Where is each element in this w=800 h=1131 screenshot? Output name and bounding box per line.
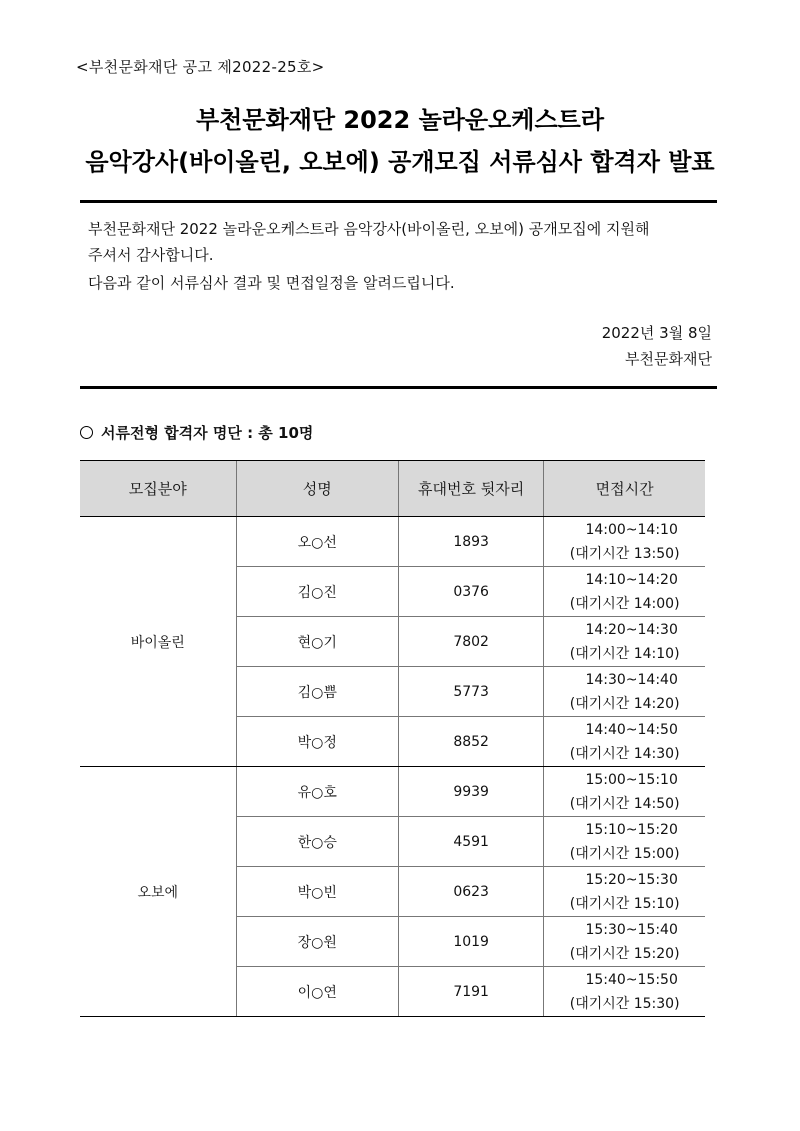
recruit-field-cell: 오보에: [80, 767, 236, 1017]
phone-digits-cell: 4591: [398, 817, 543, 867]
header-interview-time: 면접시간: [544, 461, 705, 517]
organization-name: 부천문화재단: [625, 350, 712, 368]
signature-block: [602, 320, 712, 372]
page-subtitle: 음악강사(바이올린, 오보에) 공개모집 서류심사 합격자 발표: [85, 148, 715, 176]
interview-time-cell: [544, 767, 705, 817]
waiting-time: (대기시간 15:30): [569, 995, 680, 1012]
top-divider: [80, 200, 717, 203]
header-field: 모집분야: [80, 461, 236, 517]
waiting-time: (대기시간 14:10): [569, 645, 680, 662]
page-title: 부천문화재단 2022 놀라운오케스트라: [195, 106, 605, 134]
table-body: [80, 517, 705, 1017]
interview-time-cell: [544, 517, 705, 567]
phone-digits-cell: 7802: [398, 617, 543, 667]
section-heading: [80, 422, 313, 443]
phone-digits-cell: 7191: [398, 967, 543, 1017]
intro-paragraph: [88, 216, 720, 268]
phone-digits-cell: 0376: [398, 567, 543, 617]
interview-time-cell: [544, 567, 705, 617]
applicant-name-cell: 김○쁨: [236, 667, 398, 717]
header-name: 성명: [236, 461, 398, 517]
waiting-time: (대기시간 15:10): [569, 895, 680, 912]
phone-digits-cell: 1019: [398, 917, 543, 967]
applicant-name-cell: 이○연: [236, 967, 398, 1017]
table-row: [80, 767, 705, 817]
interview-slot: 14:20~14:30: [585, 621, 678, 638]
applicant-name-cell: 김○진: [236, 567, 398, 617]
section-title: 서류전형 합격자 명단 : 총 10명: [101, 424, 314, 442]
interview-time-cell: [544, 917, 705, 967]
phone-digits-cell: 0623: [398, 867, 543, 917]
phone-digits-cell: 1893: [398, 517, 543, 567]
interview-time-cell: [544, 667, 705, 717]
waiting-time: (대기시간 14:00): [569, 595, 680, 612]
waiting-time: (대기시간 14:30): [569, 745, 680, 762]
intro-line-2: 주셔서 감사합니다.: [88, 246, 214, 264]
applicant-name-cell: 한○승: [236, 817, 398, 867]
intro-line-1: 부천문화재단 2022 놀라운오케스트라 음악강사(바이올린, 오보에) 공개모집에 지원해: [88, 220, 650, 238]
applicants-table: [80, 460, 705, 1017]
applicant-name-cell: 박○정: [236, 717, 398, 767]
interview-slot: 15:10~15:20: [585, 821, 678, 838]
interview-time-cell: [544, 867, 705, 917]
notice-number: <부천문화재단 공고 제2022-25호>: [76, 58, 325, 76]
interview-slot: 15:40~15:50: [585, 971, 678, 988]
interview-slot: 14:40~14:50: [585, 721, 678, 738]
waiting-time: (대기시간 15:20): [569, 945, 680, 962]
interview-slot: 14:10~14:20: [585, 571, 678, 588]
phone-digits-cell: 9939: [398, 767, 543, 817]
table-header-row: [80, 461, 705, 517]
interview-time-cell: [544, 617, 705, 667]
interview-time-cell: [544, 817, 705, 867]
header-phone: 휴대번호 뒷자리: [398, 461, 543, 517]
announcement-date: 2022년 3월 8일: [601, 324, 712, 342]
interview-slot: 15:00~15:10: [585, 771, 678, 788]
applicant-name-cell: 장○원: [236, 917, 398, 967]
interview-slot: 14:30~14:40: [585, 671, 678, 688]
applicant-name-cell: 박○빈: [236, 867, 398, 917]
waiting-time: (대기시간 14:50): [569, 795, 680, 812]
phone-digits-cell: 8852: [398, 717, 543, 767]
interview-slot: 14:00~14:10: [585, 521, 678, 538]
instruction-paragraph: 다음과 같이 서류심사 결과 및 면접일정을 알려드립니다.: [88, 274, 455, 292]
waiting-time: (대기시간 14:20): [569, 695, 680, 712]
interview-time-cell: [544, 967, 705, 1017]
applicant-name-cell: 현○기: [236, 617, 398, 667]
interview-time-cell: [544, 717, 705, 767]
waiting-time: (대기시간 15:00): [569, 845, 680, 862]
table-row: [80, 517, 705, 567]
applicant-name-cell: 유○호: [236, 767, 398, 817]
interview-slot: 15:20~15:30: [585, 871, 678, 888]
waiting-time: (대기시간 13:50): [569, 545, 680, 562]
circle-bullet-icon: [80, 426, 93, 439]
bottom-divider: [80, 386, 717, 389]
applicant-name-cell: 오○선: [236, 517, 398, 567]
recruit-field-cell: 바이올린: [80, 517, 236, 767]
interview-slot: 15:30~15:40: [585, 921, 678, 938]
phone-digits-cell: 5773: [398, 667, 543, 717]
